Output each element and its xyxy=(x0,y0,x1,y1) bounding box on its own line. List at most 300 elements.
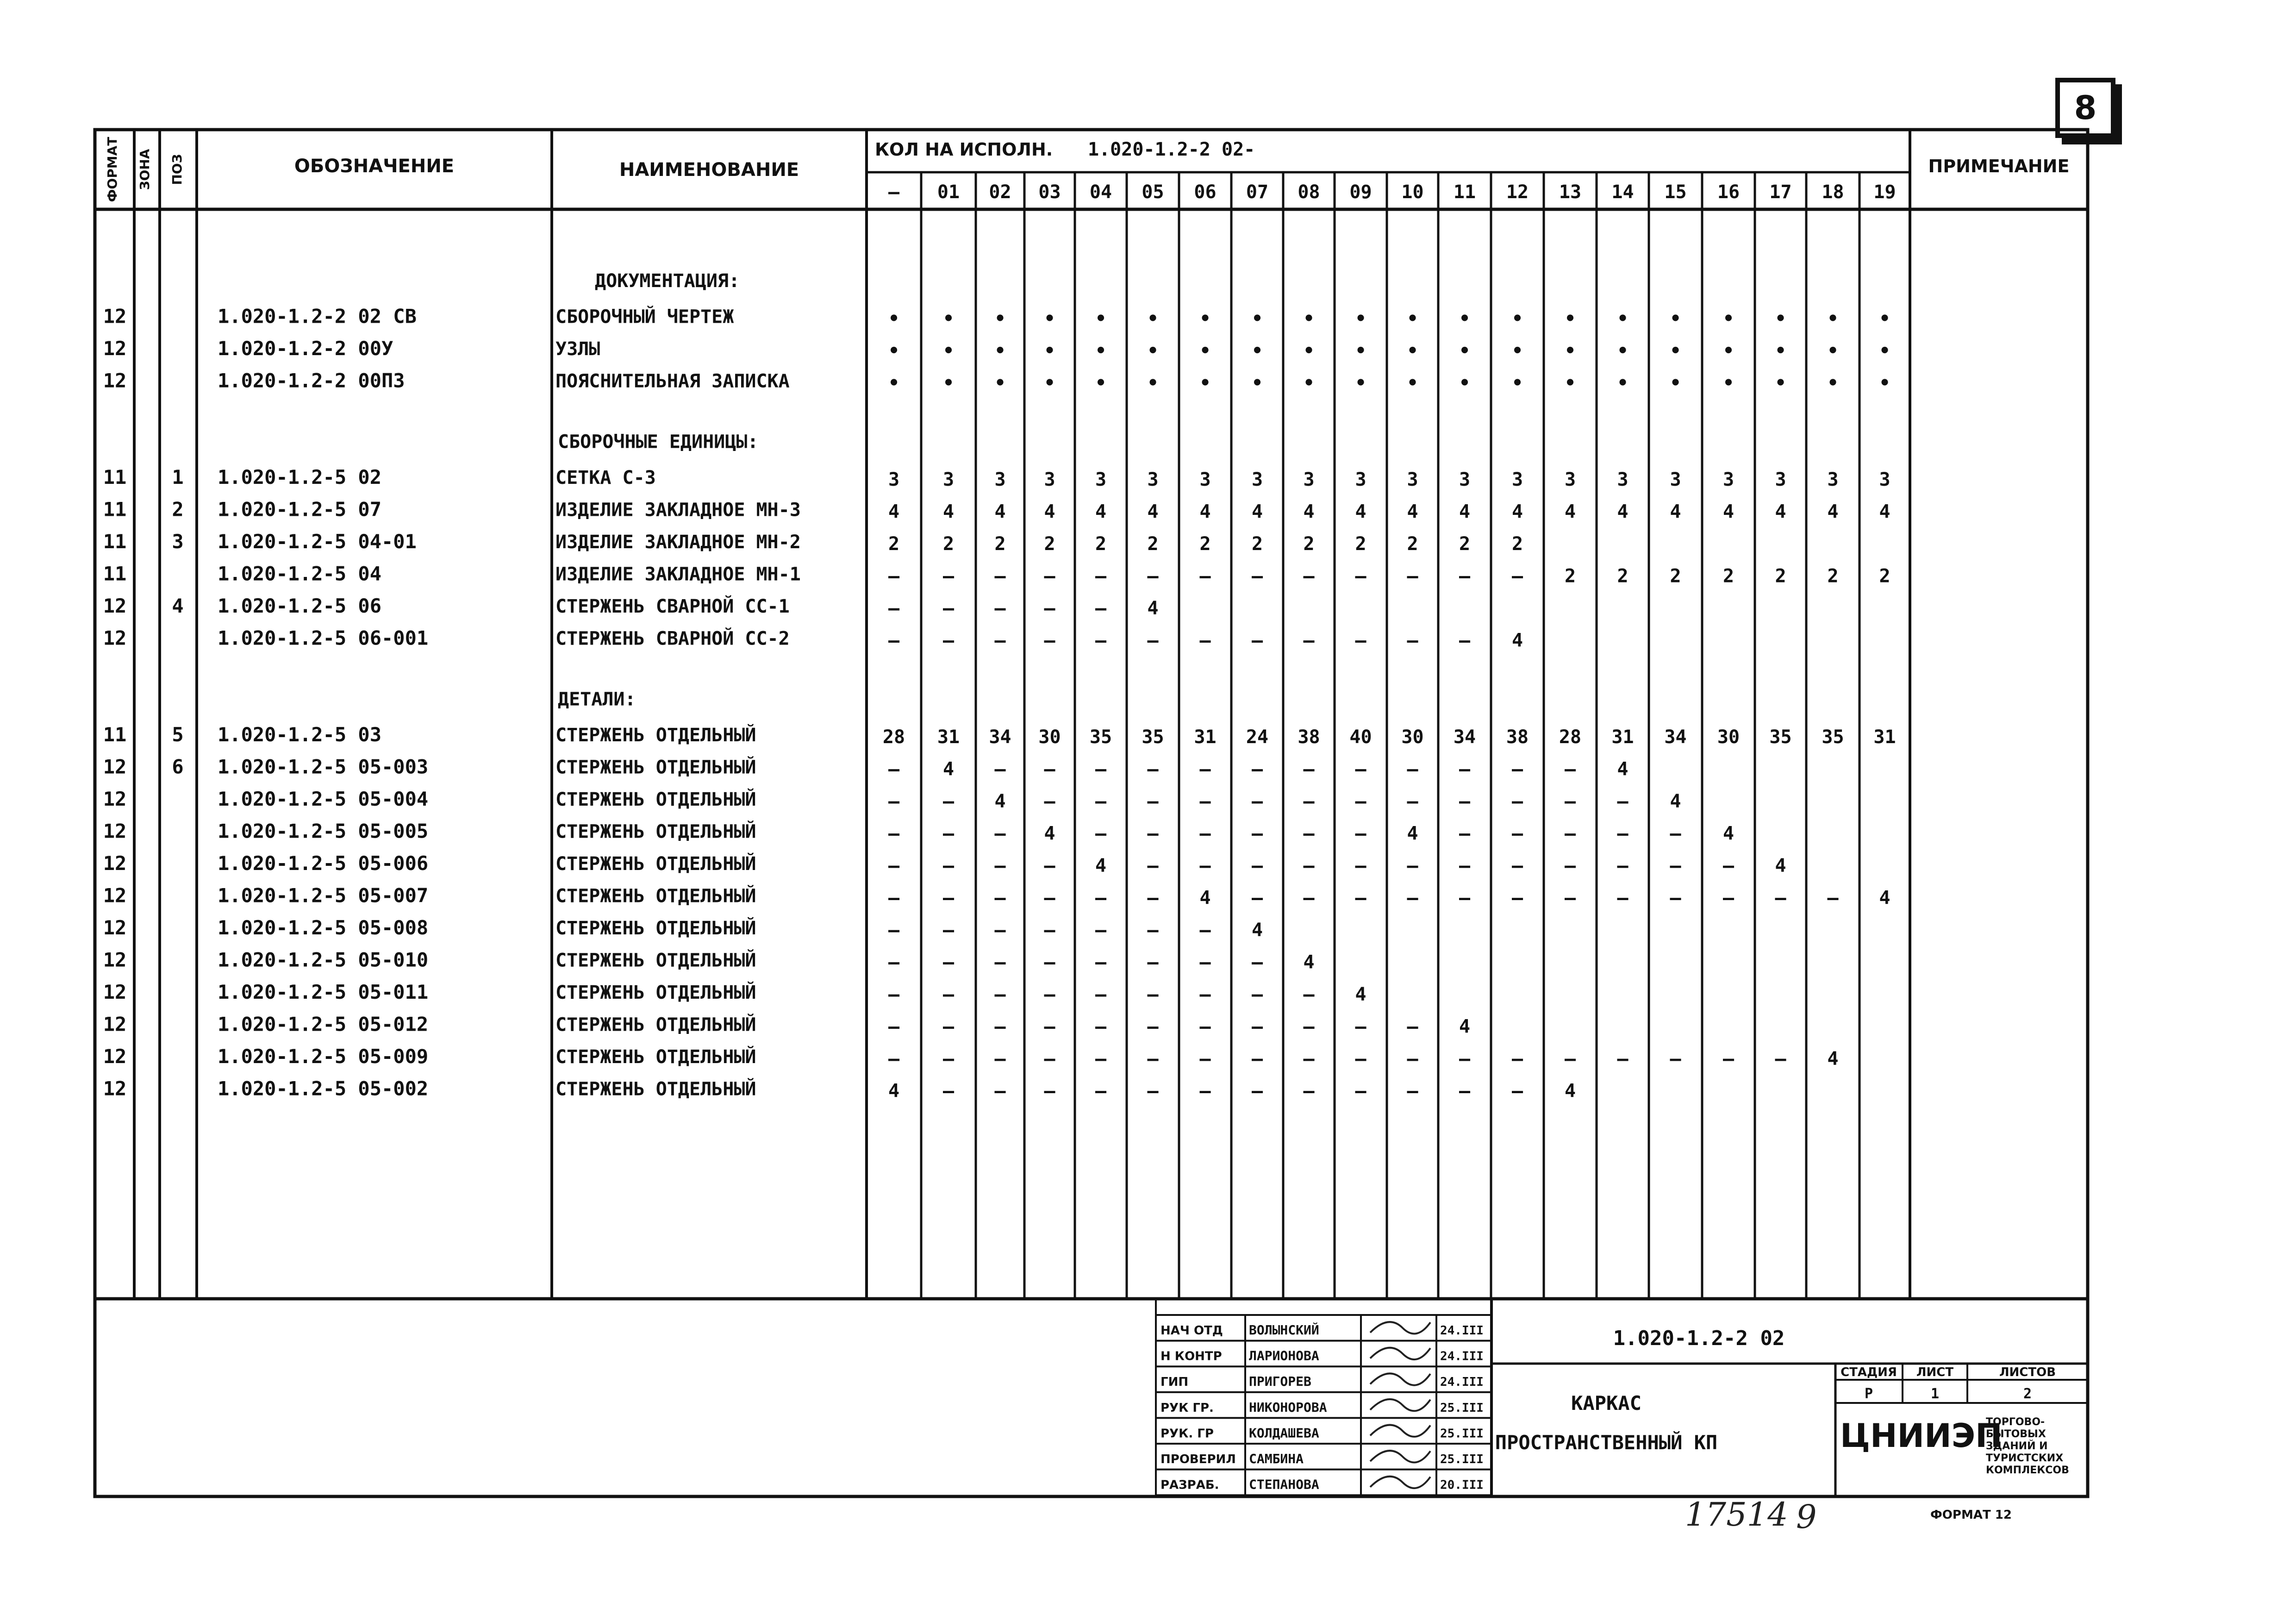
row-name: СТЕРЖЕНЬ ОТДЕЛЬНЫЙ xyxy=(555,821,756,843)
qty-cell: 31 xyxy=(1194,726,1217,748)
row-format: 11 xyxy=(103,723,127,746)
qty-cell: • xyxy=(994,340,1006,362)
qty-cell: – xyxy=(994,1048,1006,1070)
qty-cell: – xyxy=(1670,855,1681,876)
sig-name: СТЕПАНОВА xyxy=(1249,1477,1319,1492)
qty-cell: – xyxy=(1407,791,1418,812)
row-name: СТЕРЖЕНЬ ОТДЕЛЬНЫЙ xyxy=(555,885,756,907)
stage-value: Р xyxy=(1864,1386,1873,1402)
qty-cell: – xyxy=(888,887,900,909)
qty-cell: – xyxy=(1355,855,1366,876)
sig-name: НИКОНОРОВА xyxy=(1249,1399,1327,1415)
qty-cell: – xyxy=(1407,1016,1418,1038)
qty-cell: – xyxy=(942,855,955,876)
qty-cell: 4 xyxy=(1827,1048,1839,1070)
qty-cell: 4 xyxy=(1355,501,1366,523)
row-designation: 1.020-1.2-5 05-004 xyxy=(218,788,429,810)
qty-cell: – xyxy=(1147,951,1159,973)
qty-cell: – xyxy=(1355,1048,1366,1070)
qty-cell: – xyxy=(1147,984,1159,1005)
row-designation: 1.020-1.2-2 00У xyxy=(218,337,393,360)
qty-cell: – xyxy=(942,630,955,651)
qty-cell: 24 xyxy=(1246,726,1269,748)
qty-cell: 4 xyxy=(1564,1080,1576,1102)
qty-cell: – xyxy=(1147,758,1159,780)
qty-cell: • xyxy=(942,372,955,394)
row-designation: 1.020-1.2-5 05-006 xyxy=(218,852,429,875)
org-desc: ТОРГОВО- xyxy=(1986,1416,2045,1428)
row-format: 12 xyxy=(103,1045,127,1068)
qty-cell: – xyxy=(1355,791,1366,812)
qty-cell: – xyxy=(1459,791,1471,812)
row-format: 12 xyxy=(103,788,127,810)
qty-cell: – xyxy=(1251,855,1263,876)
qty-cell: • xyxy=(888,308,900,330)
qty-cell: – xyxy=(1511,565,1523,587)
row-designation: 1.020-1.2-5 07 xyxy=(218,498,382,521)
qty-cell: 4 xyxy=(1147,501,1159,523)
qty-cell: – xyxy=(994,823,1006,845)
qty-cell: 3 xyxy=(1617,469,1628,490)
qty-cell: 4 xyxy=(1095,501,1107,523)
qty-cell: – xyxy=(888,823,900,845)
row-designation: 1.020-1.2-5 02 xyxy=(218,466,382,488)
row-format: 12 xyxy=(103,369,127,392)
sheets-value: 2 xyxy=(2023,1386,2032,1402)
qty-cell: – xyxy=(1407,758,1418,780)
qty-cell: 3 xyxy=(888,469,900,490)
qty-cell: • xyxy=(942,308,955,330)
header-zone: ЗОНА xyxy=(137,149,152,190)
signature-mark xyxy=(1370,1373,1430,1385)
row-pos: 4 xyxy=(172,595,184,617)
qty-cell: 2 xyxy=(1095,533,1107,555)
qty-cell: – xyxy=(1199,565,1211,587)
qty-cell: • xyxy=(1670,308,1681,330)
qty-cell: 4 xyxy=(1511,501,1523,523)
qty-cell: 3 xyxy=(1199,469,1211,490)
row-format: 12 xyxy=(103,755,127,778)
qty-cell: 4 xyxy=(1670,501,1681,523)
sig-role: НАЧ ОТД xyxy=(1160,1324,1223,1338)
row-name: СТЕРЖЕНЬ ОТДЕЛЬНЫЙ xyxy=(555,757,756,778)
row-designation: 1.020-1.2-5 06 xyxy=(218,595,382,617)
qty-cell: – xyxy=(1147,1080,1159,1102)
qty-cell: • xyxy=(1147,340,1159,362)
qty-cell: 4 xyxy=(1722,501,1734,523)
row-name: СЕТКА С-3 xyxy=(555,467,656,488)
title-line2: ПРОСТРАНСТВЕННЫЙ КП xyxy=(1495,1431,1718,1454)
qty-cell: 4 xyxy=(1879,887,1890,909)
qty-cell: – xyxy=(1147,1016,1159,1038)
qty-cell: – xyxy=(888,1016,900,1038)
qty-cell: 2 xyxy=(1722,565,1734,587)
qty-cell: – xyxy=(1459,1048,1471,1070)
qty-cell: – xyxy=(1199,1080,1211,1102)
sig-name: ВОЛЫНСКИЙ xyxy=(1249,1322,1319,1338)
qty-cell: – xyxy=(1251,791,1263,812)
qty-cell: • xyxy=(1722,308,1734,330)
qty-cell: – xyxy=(1511,887,1523,909)
qty-cell: – xyxy=(1199,920,1211,941)
qty-cell: • xyxy=(1407,308,1418,330)
qty-cell: • xyxy=(1775,372,1786,394)
row-name: СТЕРЖЕНЬ СВАРНОЙ СС-1 xyxy=(555,596,790,617)
qty-cell: • xyxy=(1722,340,1734,362)
qty-cell: • xyxy=(1355,372,1366,394)
row-designation: 1.020-1.2-5 05-003 xyxy=(218,755,429,778)
variant-label-10: 10 xyxy=(1401,182,1424,203)
row-format: 11 xyxy=(103,562,127,585)
qty-cell: – xyxy=(1564,855,1576,876)
qty-cell: • xyxy=(1670,372,1681,394)
sig-name: КОЛДАШЕВА xyxy=(1249,1425,1319,1441)
row-format: 12 xyxy=(103,337,127,360)
qty-cell: • xyxy=(1303,340,1315,362)
row-pos: 3 xyxy=(172,530,184,553)
sig-role: РАЗРАБ. xyxy=(1160,1478,1219,1492)
row-format: 12 xyxy=(103,626,127,650)
qty-cell: 4 xyxy=(1775,501,1786,523)
qty-cell: 2 xyxy=(1199,533,1211,555)
qty-cell: – xyxy=(1251,1016,1263,1038)
qty-cell: 3 xyxy=(994,469,1006,490)
qty-cell: • xyxy=(1095,340,1107,362)
qty-cell: – xyxy=(888,758,900,780)
row-name: СТЕРЖЕНЬ ОТДЕЛЬНЫЙ xyxy=(555,725,756,746)
qty-cell: – xyxy=(1617,1048,1628,1070)
qty-cell: • xyxy=(1095,308,1107,330)
row-designation: 1.020-1.2-5 05-007 xyxy=(218,884,429,907)
variant-label-7: 07 xyxy=(1246,182,1269,203)
section-heading: СБОРОЧНЫЕ ЕДИНИЦЫ: xyxy=(558,431,759,453)
format-label: ФОРМАТ 12 xyxy=(1930,1508,2012,1522)
sig-name: САМБИНА xyxy=(1249,1451,1304,1466)
variant-label-0: – xyxy=(888,182,900,203)
row-name: СТЕРЖЕНЬ ОТДЕЛЬНЫЙ xyxy=(555,853,756,875)
qty-cell: – xyxy=(1459,565,1471,587)
row-format: 11 xyxy=(103,530,127,553)
row-name: СТЕРЖЕНЬ ОТДЕЛЬНЫЙ xyxy=(555,950,756,971)
qty-cell: 4 xyxy=(1303,501,1315,523)
qty-cell: • xyxy=(1617,308,1628,330)
qty-cell: – xyxy=(1722,855,1734,876)
qty-cell: • xyxy=(1199,308,1211,330)
qty-cell: 2 xyxy=(1303,533,1315,555)
qty-cell: 30 xyxy=(1401,726,1424,748)
variant-label-17: 17 xyxy=(1769,182,1792,203)
qty-cell: – xyxy=(1251,887,1263,909)
qty-cell: 3 xyxy=(1459,469,1471,490)
stage-label: СТАДИЯ xyxy=(1841,1365,1897,1379)
row-format: 12 xyxy=(103,1077,127,1100)
qty-cell: – xyxy=(1095,920,1107,941)
qty-cell: • xyxy=(1044,340,1055,362)
qty-cell: – xyxy=(1407,855,1418,876)
qty-cell: – xyxy=(1095,598,1107,619)
variant-label-5: 05 xyxy=(1142,182,1164,203)
row-name: СТЕРЖЕНЬ ОТДЕЛЬНЫЙ xyxy=(555,1014,756,1036)
header-pos: ПОЗ xyxy=(169,154,185,185)
qty-cell: 2 xyxy=(1670,565,1681,587)
qty-cell: – xyxy=(1459,1080,1471,1102)
qty-cell: – xyxy=(1511,823,1523,845)
qty-cell: • xyxy=(1459,372,1471,394)
qty-cell: – xyxy=(1199,823,1211,845)
qty-cell: • xyxy=(1879,340,1890,362)
qty-cell: – xyxy=(1355,887,1366,909)
qty-cell: 4 xyxy=(1879,501,1890,523)
qty-cell: – xyxy=(942,598,955,619)
qty-cell: 3 xyxy=(1564,469,1576,490)
qty-cell: • xyxy=(1511,308,1523,330)
qty-cell: 31 xyxy=(1873,726,1896,748)
qty-cell: – xyxy=(1827,887,1839,909)
qty-cell: 38 xyxy=(1506,726,1529,748)
qty-cell: – xyxy=(1511,791,1523,812)
qty-cell: • xyxy=(1879,308,1890,330)
qty-cell: 3 xyxy=(1827,469,1839,490)
qty-cell: – xyxy=(994,630,1006,651)
qty-cell: – xyxy=(1095,1016,1107,1038)
qty-cell: – xyxy=(888,920,900,941)
qty-cell: – xyxy=(1564,887,1576,909)
row-designation: 1.020-1.2-2 00ПЗ xyxy=(218,369,405,392)
qty-cell: 2 xyxy=(1879,565,1890,587)
qty-cell: – xyxy=(1044,984,1055,1005)
qty-cell: 4 xyxy=(1564,501,1576,523)
qty-cell: 34 xyxy=(1453,726,1476,748)
qty-cell: – xyxy=(1199,758,1211,780)
qty-cell: 2 xyxy=(888,533,900,555)
qty-cell: – xyxy=(994,598,1006,619)
qty-cell: – xyxy=(1251,630,1263,651)
qty-cell: – xyxy=(1407,1048,1418,1070)
qty-cell: – xyxy=(1617,823,1628,845)
qty-cell: – xyxy=(1251,565,1263,587)
qty-cell: – xyxy=(942,1048,955,1070)
row-format: 11 xyxy=(103,466,127,488)
qty-cell: – xyxy=(1459,855,1471,876)
qty-cell: – xyxy=(1199,791,1211,812)
qty-cell: – xyxy=(888,791,900,812)
row-name: СТЕРЖЕНЬ ОТДЕЛЬНЫЙ xyxy=(555,918,756,939)
qty-cell: – xyxy=(1199,855,1211,876)
qty-cell: • xyxy=(1617,340,1628,362)
row-designation: 1.020-1.2-5 03 xyxy=(218,723,382,746)
qty-cell: – xyxy=(1044,1048,1055,1070)
qty-cell: 2 xyxy=(1775,565,1786,587)
qty-cell: – xyxy=(1095,823,1107,845)
qty-cell: – xyxy=(1511,855,1523,876)
qty-cell: 2 xyxy=(1355,533,1366,555)
qty-cell: – xyxy=(1044,920,1055,941)
qty-cell: 4 xyxy=(1303,951,1315,973)
sig-date: 24.III xyxy=(1440,1324,1484,1338)
qty-cell: 3 xyxy=(1095,469,1107,490)
qty-cell: – xyxy=(1044,1080,1055,1102)
sig-date: 25.III xyxy=(1440,1452,1484,1466)
org-desc: БЫТОВЫХ xyxy=(1986,1428,2046,1440)
section-heading: ДОКУМЕНТАЦИЯ: xyxy=(595,270,740,292)
qty-cell: – xyxy=(1147,791,1159,812)
row-format: 12 xyxy=(103,916,127,939)
qty-cell: – xyxy=(1670,823,1681,845)
qty-cell: • xyxy=(888,340,900,362)
qty-cell: 2 xyxy=(1617,565,1628,587)
qty-cell: 30 xyxy=(1038,726,1061,748)
row-format: 12 xyxy=(103,595,127,617)
qty-cell: – xyxy=(888,565,900,587)
row-name: СБОРОЧНЫЙ ЧЕРТЕЖ xyxy=(555,306,734,328)
sig-role: Н КОНТР xyxy=(1160,1349,1222,1364)
qty-cell: 4 xyxy=(1044,823,1055,845)
section-heading: ДЕТАЛИ: xyxy=(558,689,636,710)
signature-mark xyxy=(1370,1477,1430,1488)
qty-cell: 4 xyxy=(1407,501,1418,523)
qty-cell: – xyxy=(1564,1048,1576,1070)
qty-cell: 2 xyxy=(1044,533,1055,555)
qty-cell: • xyxy=(1199,340,1211,362)
qty-cell: • xyxy=(1511,372,1523,394)
qty-cell: – xyxy=(1459,823,1471,845)
variant-label-6: 06 xyxy=(1194,182,1217,203)
qty-cell: – xyxy=(1355,565,1366,587)
doc-code: 1.020-1.2-2 02 xyxy=(1613,1327,1785,1350)
qty-cell: – xyxy=(1147,887,1159,909)
qty-cell: – xyxy=(1303,758,1315,780)
qty-cell: – xyxy=(1044,887,1055,909)
qty-cell: 3 xyxy=(1670,469,1681,490)
qty-cell: 4 xyxy=(942,758,955,780)
row-designation: 1.020-1.2-5 05-005 xyxy=(218,820,429,843)
qty-cell: – xyxy=(888,630,900,651)
qty-cell: • xyxy=(994,372,1006,394)
qty-cell: • xyxy=(1827,340,1839,362)
row-format: 12 xyxy=(103,1013,127,1036)
qty-cell: 34 xyxy=(989,726,1011,748)
row-name: СТЕРЖЕНЬ ОТДЕЛЬНЫЙ xyxy=(555,982,756,1003)
row-designation: 1.020-1.2-5 05-002 xyxy=(218,1077,429,1100)
qty-cell: – xyxy=(1303,791,1315,812)
qty-cell: – xyxy=(994,887,1006,909)
qty-cell: – xyxy=(1303,887,1315,909)
signature-mark xyxy=(1370,1322,1430,1333)
qty-cell: – xyxy=(994,920,1006,941)
qty-cell: – xyxy=(1199,1048,1211,1070)
qty-cell: 38 xyxy=(1298,726,1320,748)
row-name: СТЕРЖЕНЬ ОТДЕЛЬНЫЙ xyxy=(555,1078,756,1100)
qty-cell: 4 xyxy=(1095,855,1107,876)
qty-cell: – xyxy=(1355,758,1366,780)
qty-cell: • xyxy=(888,372,900,394)
qty-cell: – xyxy=(1303,1016,1315,1038)
qty-cell: – xyxy=(1095,565,1107,587)
qty-cell: 35 xyxy=(1822,726,1844,748)
qty-cell: – xyxy=(1251,823,1263,845)
qty-cell: – xyxy=(942,951,955,973)
qty-cell: – xyxy=(1147,855,1159,876)
qty-cell: 4 xyxy=(1511,630,1523,651)
qty-cell: 3 xyxy=(1147,469,1159,490)
sig-date: 25.III xyxy=(1440,1427,1484,1441)
qty-cell: • xyxy=(1564,308,1576,330)
qty-cell: 3 xyxy=(1722,469,1734,490)
row-designation: 1.020-1.2-5 05-012 xyxy=(218,1013,429,1036)
qty-cell: 2 xyxy=(942,533,955,555)
row-pos: 1 xyxy=(172,466,184,488)
qty-cell: 2 xyxy=(1564,565,1576,587)
qty-cell: – xyxy=(1095,1080,1107,1102)
row-designation: 1.020-1.2-5 04 xyxy=(218,562,382,585)
qty-cell: • xyxy=(1670,340,1681,362)
qty-cell: • xyxy=(1355,308,1366,330)
qty-cell: – xyxy=(1044,1016,1055,1038)
sheets-label: ЛИСТОВ xyxy=(1999,1365,2056,1379)
qty-cell: • xyxy=(1355,340,1366,362)
qty-cell: – xyxy=(1147,1048,1159,1070)
qty-cell: 35 xyxy=(1769,726,1792,748)
qty-cell: – xyxy=(1722,887,1734,909)
qty-cell: 2 xyxy=(1407,533,1418,555)
qty-cell: – xyxy=(1044,951,1055,973)
sig-role: РУК. ГР xyxy=(1160,1427,1214,1441)
qty-cell: 4 xyxy=(1355,984,1366,1005)
qty-cell: 30 xyxy=(1717,726,1740,748)
variant-label-3: 03 xyxy=(1038,182,1061,203)
qty-cell: – xyxy=(994,951,1006,973)
inventory-number: 17514 xyxy=(1685,1496,1788,1534)
variant-label-19: 19 xyxy=(1873,182,1896,203)
qty-cell: 4 xyxy=(1827,501,1839,523)
row-format: 12 xyxy=(103,948,127,971)
qty-cell: 4 xyxy=(1044,501,1055,523)
qty-cell: – xyxy=(1095,791,1107,812)
qty-cell: • xyxy=(1251,372,1263,394)
qty-cell: 35 xyxy=(1089,726,1112,748)
qty-cell: – xyxy=(994,565,1006,587)
qty-cell: – xyxy=(888,855,900,876)
sig-role: РУК ГР. xyxy=(1160,1401,1214,1415)
qty-cell: – xyxy=(1199,951,1211,973)
qty-cell: • xyxy=(1303,372,1315,394)
qty-cell: 3 xyxy=(1044,469,1055,490)
qty-cell: • xyxy=(1564,340,1576,362)
qty-cell: – xyxy=(942,791,955,812)
qty-cell: 3 xyxy=(942,469,955,490)
qty-cell: 4 xyxy=(1199,501,1211,523)
qty-cell: – xyxy=(888,951,900,973)
qty-cell: – xyxy=(1670,887,1681,909)
qty-cell: • xyxy=(1879,372,1890,394)
variant-label-11: 11 xyxy=(1453,182,1476,203)
qty-cell: – xyxy=(1775,1048,1786,1070)
signature-mark xyxy=(1370,1348,1430,1359)
row-name: ИЗДЕЛИЕ ЗАКЛАДНОЕ МН-3 xyxy=(555,499,801,521)
header-designation: ОБОЗНАЧЕНИЕ xyxy=(294,156,455,177)
qty-cell: • xyxy=(1407,340,1418,362)
qty-cell: – xyxy=(942,1080,955,1102)
qty-cell: • xyxy=(1303,308,1315,330)
org-name: ЦНИИЭП xyxy=(1840,1417,2003,1455)
qty-cell: – xyxy=(1095,630,1107,651)
qty-cell: 3 xyxy=(1251,469,1263,490)
qty-cell: 2 xyxy=(1147,533,1159,555)
row-designation: 1.020-1.2-5 04-01 xyxy=(218,530,417,553)
qty-cell: – xyxy=(1303,1048,1315,1070)
qty-cell: – xyxy=(1095,984,1107,1005)
row-format: 12 xyxy=(103,305,127,328)
